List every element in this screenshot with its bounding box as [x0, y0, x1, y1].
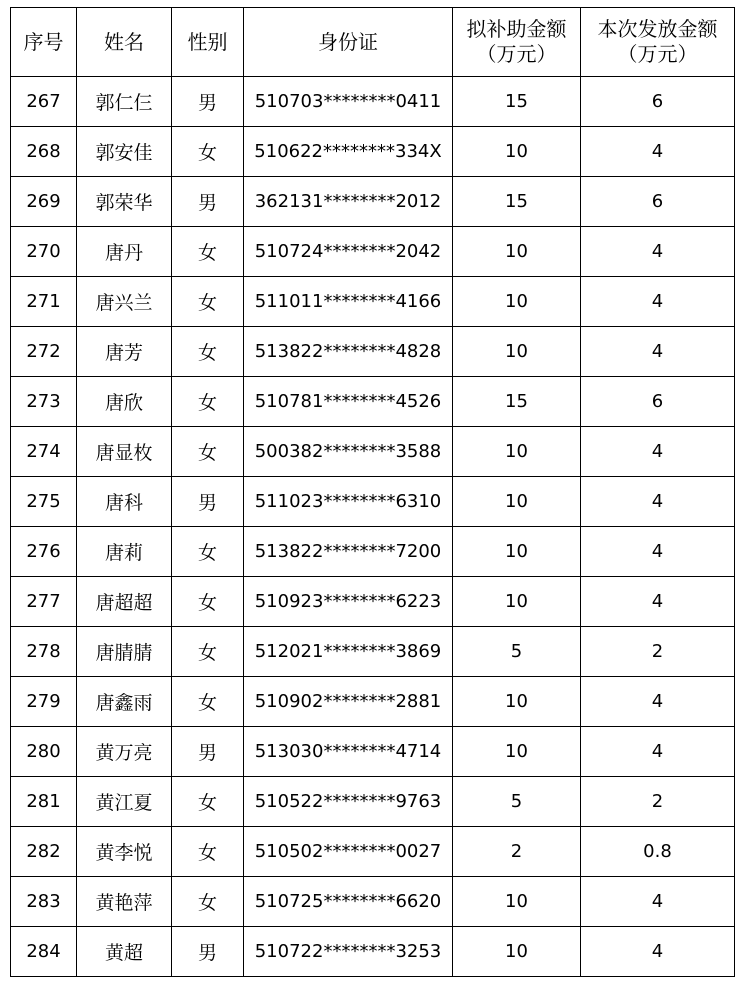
cell-issued-amount: 2: [581, 627, 735, 677]
cell-gender: 女: [172, 827, 244, 877]
cell-gender: 女: [172, 377, 244, 427]
cell-gender: 男: [172, 927, 244, 977]
table-body: [11, 77, 735, 977]
table-row: [11, 577, 735, 627]
cell-proposed-amount: 10: [453, 577, 581, 627]
cell-id-number: 500382********3588: [244, 427, 453, 477]
cell-gender: 男: [172, 727, 244, 777]
cell-name: 唐腈腈: [77, 627, 172, 677]
header-row: [11, 8, 735, 77]
cell-name: 唐丹: [77, 227, 172, 277]
cell-seq: 270: [11, 227, 77, 277]
table-row: [11, 127, 735, 177]
cell-proposed-amount: 10: [453, 127, 581, 177]
cell-name: 唐鑫雨: [77, 677, 172, 727]
cell-seq: 278: [11, 627, 77, 677]
cell-gender: 女: [172, 677, 244, 727]
cell-issued-amount: 4: [581, 577, 735, 627]
table-row: [11, 877, 735, 927]
cell-proposed-amount: 10: [453, 477, 581, 527]
cell-seq: 271: [11, 277, 77, 327]
cell-proposed-amount: 10: [453, 327, 581, 377]
cell-proposed-amount: 15: [453, 377, 581, 427]
cell-id-number: 510781********4526: [244, 377, 453, 427]
cell-name: 黄艳萍: [77, 877, 172, 927]
cell-issued-amount: 4: [581, 877, 735, 927]
cell-proposed-amount: 10: [453, 877, 581, 927]
cell-seq: 282: [11, 827, 77, 877]
cell-name: 唐兴兰: [77, 277, 172, 327]
header-name: 姓名: [77, 8, 172, 77]
cell-gender: 女: [172, 777, 244, 827]
cell-proposed-amount: 10: [453, 927, 581, 977]
table-row: [11, 827, 735, 877]
cell-proposed-amount: 5: [453, 627, 581, 677]
cell-name: 唐超超: [77, 577, 172, 627]
subsidy-table: [10, 7, 735, 977]
cell-proposed-amount: 10: [453, 677, 581, 727]
cell-gender: 女: [172, 877, 244, 927]
cell-name: 唐芳: [77, 327, 172, 377]
cell-proposed-amount: 10: [453, 427, 581, 477]
cell-seq: 277: [11, 577, 77, 627]
cell-name: 黄超: [77, 927, 172, 977]
cell-seq: 272: [11, 327, 77, 377]
table-row: [11, 527, 735, 577]
cell-issued-amount: 4: [581, 127, 735, 177]
cell-gender: 女: [172, 327, 244, 377]
cell-id-number: 510725********6620: [244, 877, 453, 927]
cell-gender: 女: [172, 427, 244, 477]
cell-issued-amount: 0.8: [581, 827, 735, 877]
cell-seq: 280: [11, 727, 77, 777]
table-row: [11, 327, 735, 377]
cell-gender: 女: [172, 577, 244, 627]
cell-seq: 279: [11, 677, 77, 727]
cell-name: 黄江夏: [77, 777, 172, 827]
cell-id-number: 510724********2042: [244, 227, 453, 277]
cell-seq: 268: [11, 127, 77, 177]
cell-seq: 276: [11, 527, 77, 577]
cell-seq: 273: [11, 377, 77, 427]
header-seq: 序号: [11, 8, 77, 77]
cell-gender: 男: [172, 477, 244, 527]
header-id: 身份证: [244, 8, 453, 77]
table-row: [11, 377, 735, 427]
cell-id-number: 362131********2012: [244, 177, 453, 227]
header-proposed-amount: [453, 8, 581, 77]
cell-issued-amount: 4: [581, 427, 735, 477]
table-row: [11, 277, 735, 327]
cell-id-number: 511023********6310: [244, 477, 453, 527]
table-row: [11, 727, 735, 777]
cell-issued-amount: 6: [581, 377, 735, 427]
cell-issued-amount: 4: [581, 327, 735, 377]
cell-id-number: 510502********0027: [244, 827, 453, 877]
header-gender: 性别: [172, 8, 244, 77]
cell-issued-amount: 4: [581, 227, 735, 277]
cell-seq: 269: [11, 177, 77, 227]
cell-id-number: 512021********3869: [244, 627, 453, 677]
cell-id-number: 513030********4714: [244, 727, 453, 777]
table-row: [11, 427, 735, 477]
cell-name: 郭仁仨: [77, 77, 172, 127]
cell-id-number: 510923********6223: [244, 577, 453, 627]
table-row: [11, 777, 735, 827]
cell-name: 黄万亮: [77, 727, 172, 777]
cell-proposed-amount: 10: [453, 227, 581, 277]
cell-gender: 男: [172, 177, 244, 227]
cell-issued-amount: 6: [581, 77, 735, 127]
cell-seq: 275: [11, 477, 77, 527]
cell-id-number: 513822********4828: [244, 327, 453, 377]
cell-name: 黄李悦: [77, 827, 172, 877]
cell-seq: 284: [11, 927, 77, 977]
header-issued-amount: [581, 8, 735, 77]
cell-name: 唐显枚: [77, 427, 172, 477]
header-proposed-line2: （万元）: [476, 42, 557, 66]
cell-issued-amount: 4: [581, 677, 735, 727]
cell-id-number: 510722********3253: [244, 927, 453, 977]
cell-issued-amount: 4: [581, 477, 735, 527]
cell-proposed-amount: 15: [453, 177, 581, 227]
cell-name: 郭安佳: [77, 127, 172, 177]
cell-issued-amount: 2: [581, 777, 735, 827]
cell-proposed-amount: 5: [453, 777, 581, 827]
table-row: [11, 227, 735, 277]
cell-gender: 女: [172, 627, 244, 677]
cell-id-number: 513822********7200: [244, 527, 453, 577]
cell-gender: 女: [172, 227, 244, 277]
cell-id-number: 510622********334X: [244, 127, 453, 177]
cell-gender: 女: [172, 277, 244, 327]
cell-gender: 女: [172, 527, 244, 577]
cell-issued-amount: 4: [581, 277, 735, 327]
table-row: [11, 627, 735, 677]
cell-gender: 女: [172, 127, 244, 177]
cell-seq: 274: [11, 427, 77, 477]
header-proposed-line1: 拟补助金额: [466, 17, 567, 41]
cell-proposed-amount: 10: [453, 277, 581, 327]
cell-seq: 267: [11, 77, 77, 127]
cell-issued-amount: 4: [581, 927, 735, 977]
cell-proposed-amount: 15: [453, 77, 581, 127]
cell-name: 唐欣: [77, 377, 172, 427]
table-row: [11, 677, 735, 727]
cell-id-number: 510703********0411: [244, 77, 453, 127]
table-row: [11, 177, 735, 227]
cell-proposed-amount: 2: [453, 827, 581, 877]
cell-id-number: 510902********2881: [244, 677, 453, 727]
cell-issued-amount: 4: [581, 527, 735, 577]
cell-seq: 281: [11, 777, 77, 827]
cell-seq: 283: [11, 877, 77, 927]
header-issued-line1: 本次发放金额: [597, 17, 718, 41]
table-row: [11, 477, 735, 527]
cell-id-number: 511011********4166: [244, 277, 453, 327]
cell-name: 唐科: [77, 477, 172, 527]
cell-issued-amount: 4: [581, 727, 735, 777]
cell-name: 郭荣华: [77, 177, 172, 227]
cell-id-number: 510522********9763: [244, 777, 453, 827]
cell-gender: 男: [172, 77, 244, 127]
cell-proposed-amount: 10: [453, 727, 581, 777]
table-row: [11, 77, 735, 127]
cell-issued-amount: 6: [581, 177, 735, 227]
cell-proposed-amount: 10: [453, 527, 581, 577]
header-issued-line2: （万元）: [617, 42, 698, 66]
cell-name: 唐莉: [77, 527, 172, 577]
table-row: [11, 927, 735, 977]
